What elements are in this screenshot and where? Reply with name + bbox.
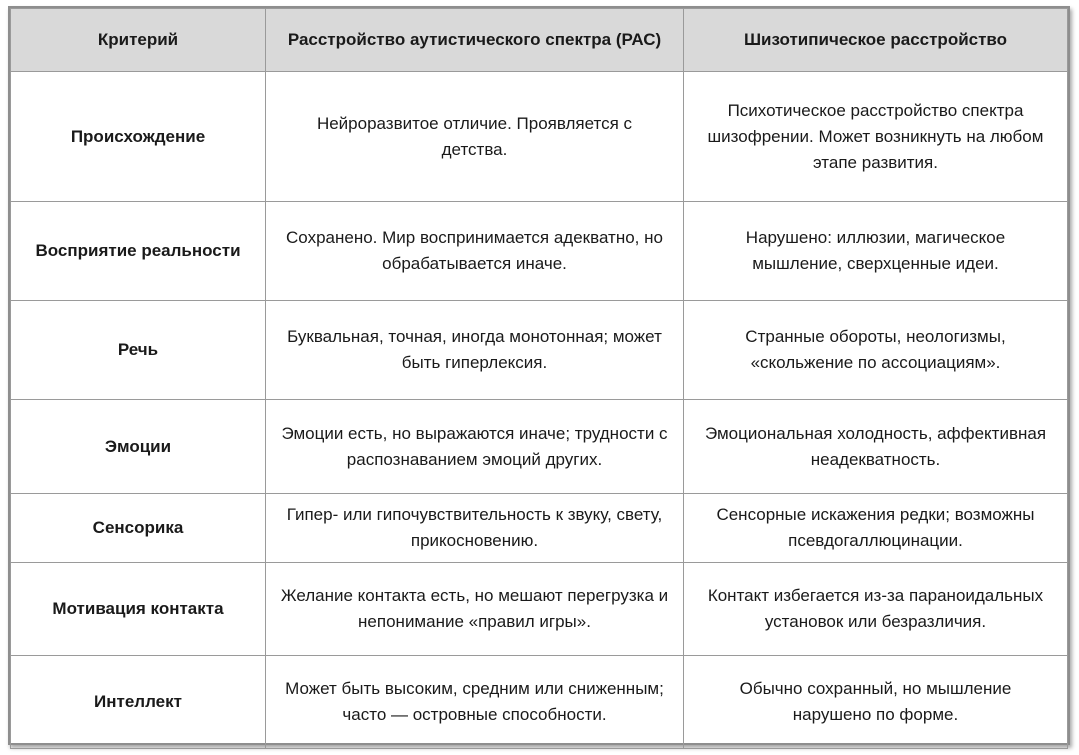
row-asd: Желание контакта есть, но мешают перегрузка и непонимание «правил игры».: [266, 563, 684, 656]
row-asd-text: Нейроразвитое отличие. Проявляется с детства.: [316, 113, 633, 159]
table-row: [11, 72, 1068, 202]
row-asd-text: Сохранено. Мир воспринимается адекватно, но обрабатывается иначе.: [286, 228, 663, 273]
row-asd: [266, 301, 684, 400]
row-asd-text: Гипер- или гипочувствительность к звуку, свету, прикосновению.: [286, 505, 663, 550]
row-criterion: Интеллект: [11, 656, 266, 749]
row-schizotypal: Эмоциональная холодность, аффективная неадекватность.: [684, 400, 1068, 494]
row-schizotypal-text: Обычно сохранный, но мышление нарушено по форме.: [739, 679, 1012, 724]
row-schizotypal: [684, 202, 1068, 301]
table-row: [11, 202, 1068, 301]
table-row: [11, 301, 1068, 400]
row-criterion: Эмоции: [11, 400, 266, 494]
row-asd-text: Буквальная, точная, иногда монотонная; может быть гиперлексия.: [287, 327, 662, 372]
row-asd-text: Может быть высоким, средним или сниженным; часто — островные способности.: [285, 679, 664, 724]
row-asd: [266, 656, 684, 749]
table-row: [11, 563, 1068, 656]
row-criterion: Мотивация контакта: [11, 563, 266, 656]
row-criterion: Речь: [11, 301, 266, 400]
table-row: [11, 656, 1068, 749]
row-schizotypal-text: Сенсорные искажения редки; возможны псевдогаллюцинации.: [716, 505, 1035, 550]
header-criterion: Критерий: [11, 9, 266, 72]
row-schizotypal: [684, 494, 1068, 563]
row-schizotypal: Психотическое расстройство спектра шизофрении. Может возникнуть на любом этапе развития.: [684, 72, 1068, 202]
row-asd: [266, 494, 684, 563]
row-asd: Эмоции есть, но выражаются иначе; трудности с распознаванием эмоций других.: [266, 400, 684, 494]
row-schizotypal: Контакт избегается из-за параноидальных установок или безразличия.: [684, 563, 1068, 656]
header-schizotypal: Шизотипическое расстройство: [684, 9, 1068, 72]
row-asd: [266, 202, 684, 301]
comparison-table: [10, 8, 1068, 749]
header-asd: Расстройство аутистического спектра (РАС): [266, 9, 684, 72]
row-asd: [266, 72, 684, 202]
row-criterion: Происхождение: [11, 72, 266, 202]
table-row: [11, 494, 1068, 563]
row-criterion: Сенсорика: [11, 494, 266, 563]
row-schizotypal-text: Странные обороты, неологизмы, «скольжение по ассоциациям».: [745, 327, 1006, 372]
row-schizotypal: [684, 656, 1068, 749]
table-row: [11, 400, 1068, 494]
row-criterion: Восприятие реальности: [11, 202, 266, 301]
comparison-table-frame: [8, 6, 1070, 745]
row-schizotypal: [684, 301, 1068, 400]
header-row: [11, 9, 1068, 72]
row-schizotypal-text: Нарушено: иллюзии, магическое мышление, сверхценные идеи.: [745, 228, 1006, 273]
